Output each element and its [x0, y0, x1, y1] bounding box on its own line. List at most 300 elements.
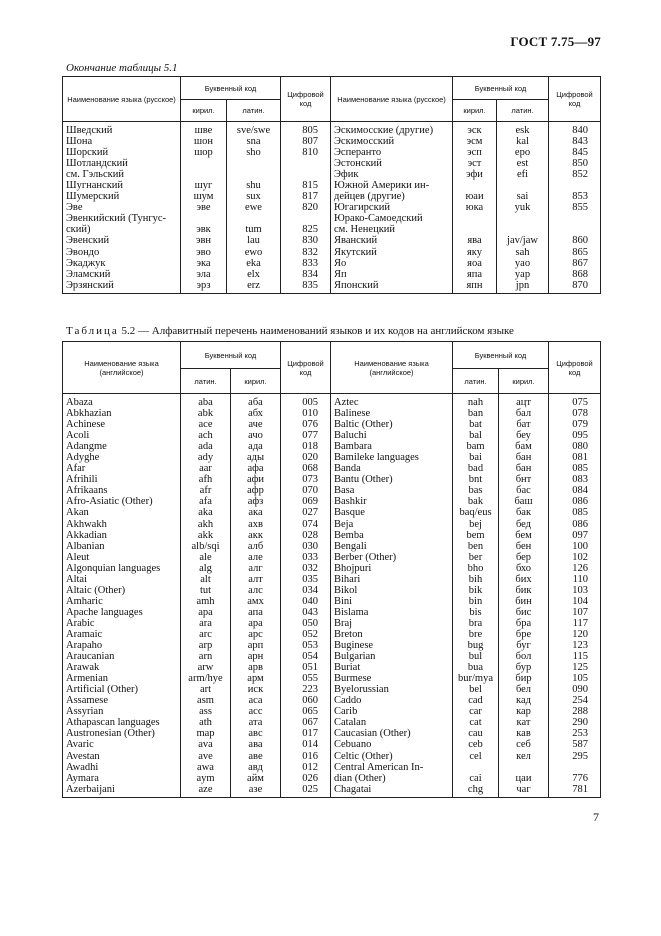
cell-code-b: jav/jaw: [497, 235, 549, 246]
cell-code-b: бак: [499, 507, 549, 518]
cell-name: Athapascan languages: [63, 717, 181, 728]
table-row: [63, 585, 601, 596]
cell-code-b: азе: [231, 784, 281, 798]
cell-name: Шона: [63, 136, 181, 147]
cell-code-b: абх: [231, 408, 281, 419]
cell-code-a: akk: [181, 530, 231, 541]
cell-code-a: alb/sqi: [181, 541, 231, 552]
cell-numeric: 855: [549, 202, 601, 213]
cell-code-a: bam: [453, 441, 499, 452]
cell-code-b: баш: [499, 496, 549, 507]
cell-numeric: 079: [549, 419, 601, 430]
table1-caption: Окончание таблицы 5.1: [66, 62, 178, 74]
cell-numeric: 085: [549, 507, 601, 518]
cell-code-a: bai: [453, 452, 499, 463]
cell-code-b: sux: [227, 191, 281, 202]
cell-numeric: 868: [549, 269, 601, 280]
cell-name: Akhwakh: [63, 519, 181, 530]
cell-numeric: 102: [549, 552, 601, 563]
cell-code-b: кар: [499, 706, 549, 717]
cell-numeric: 288: [549, 706, 601, 717]
col-header-name: Наименование языка (русское): [63, 77, 181, 122]
cell-code-a: ace: [181, 419, 231, 430]
cell-name: Эфик: [331, 169, 453, 180]
cell-name: Шугнанский: [63, 180, 181, 191]
table-row: [63, 651, 601, 662]
cell-name: Baltic (Other): [331, 419, 453, 430]
table-row: [63, 541, 601, 552]
cell-name: Шумерский: [63, 191, 181, 202]
cell-name: Balinese: [331, 408, 453, 419]
cell-name: Aztec: [331, 394, 453, 409]
cell-code-a: ach: [181, 430, 231, 441]
cell-name: Austronesian (Other): [63, 728, 181, 739]
table-row: [63, 269, 601, 280]
cell-name: Banda: [331, 463, 453, 474]
cell-code-b: кад: [499, 695, 549, 706]
page-header: ГОСТ 7.75—97: [510, 34, 601, 49]
col-header-alpha: Буквенный код: [181, 342, 281, 369]
cell-numeric: 060: [281, 695, 331, 706]
cell-code-a: [453, 180, 497, 191]
cell-code-a: akh: [181, 519, 231, 530]
cell-code-a: bis: [453, 607, 499, 618]
table1-body: [63, 122, 601, 294]
cell-code-b: бат: [499, 419, 549, 430]
cell-numeric: 290: [549, 717, 601, 728]
table-row: [63, 474, 601, 485]
table-row: [63, 394, 601, 409]
cell-numeric: 117: [549, 618, 601, 629]
cell-name: Baluchi: [331, 430, 453, 441]
cell-code-a: bak: [453, 496, 499, 507]
cell-code-b: кав: [499, 728, 549, 739]
cell-code-b: erz: [227, 280, 281, 294]
cell-code-a: эве: [181, 202, 227, 213]
cell-code-b: [497, 224, 549, 235]
cell-code-b: арв: [231, 662, 281, 673]
table-row: [63, 136, 601, 147]
cell-code-b: ewe: [227, 202, 281, 213]
cell-name: Эрзянский: [63, 280, 181, 294]
cell-code-b: арп: [231, 640, 281, 651]
cell-numeric: 834: [281, 269, 331, 280]
cell-name: Arabic: [63, 618, 181, 629]
cell-code-a: alg: [181, 563, 231, 574]
cell-code-a: aba: [181, 394, 231, 409]
cell-name: Arapaho: [63, 640, 181, 651]
cell-code-a: юаи: [453, 191, 497, 202]
table-row: [63, 751, 601, 762]
table-row: [63, 596, 601, 607]
cell-numeric: 020: [281, 452, 331, 463]
cell-numeric: 120: [549, 629, 601, 640]
table-row: [63, 507, 601, 518]
cell-numeric: 833: [281, 258, 331, 269]
cell-numeric: 070: [281, 485, 331, 496]
cell-code-a: шве: [181, 122, 227, 137]
cell-name: Caddo: [331, 695, 453, 706]
cell-code-a: art: [181, 684, 231, 695]
cell-name: Catalan: [331, 717, 453, 728]
col-header-name: Наименование языка (русское): [331, 77, 453, 122]
cell-code-a: шум: [181, 191, 227, 202]
cell-name: Шорский: [63, 147, 181, 158]
table-row: [63, 408, 601, 419]
cell-numeric: 781: [549, 784, 601, 798]
cell-code-a: яку: [453, 247, 497, 258]
cell-name: Beja: [331, 519, 453, 530]
cell-name: Японский: [331, 280, 453, 294]
cell-code-a: bad: [453, 463, 499, 474]
cell-code-a: эка: [181, 258, 227, 269]
cell-code-b: jpn: [497, 280, 549, 294]
cell-code-b: бан: [499, 463, 549, 474]
cell-name: Chagatai: [331, 784, 453, 798]
cell-numeric: [549, 762, 601, 773]
cell-numeric: 083: [549, 474, 601, 485]
cell-code-b: shu: [227, 180, 281, 191]
cell-numeric: 040: [281, 596, 331, 607]
cell-numeric: 123: [549, 640, 601, 651]
cell-code-b: [497, 213, 549, 224]
col-header-sub1: кирил.: [181, 100, 227, 122]
col-header-sub1: латин.: [181, 369, 231, 394]
col-header-alpha: Буквенный код: [453, 77, 549, 100]
cell-code-a: ben: [453, 541, 499, 552]
cell-code-b: алт: [231, 574, 281, 585]
cell-name: Afar: [63, 463, 181, 474]
cell-numeric: 103: [549, 585, 601, 596]
cell-numeric: 817: [281, 191, 331, 202]
cell-name: Apache languages: [63, 607, 181, 618]
cell-numeric: 052: [281, 629, 331, 640]
cell-name: Avaric: [63, 739, 181, 750]
cell-numeric: 055: [281, 673, 331, 684]
table-row: [63, 463, 601, 474]
cell-name: Breton: [331, 629, 453, 640]
cell-code-a: bra: [453, 618, 499, 629]
cell-numeric: 027: [281, 507, 331, 518]
cell-code-b: бра: [499, 618, 549, 629]
table2-caption-text: 5.2 — Алфавитный перечень наименований языков и их кодов на английском языке: [121, 325, 514, 337]
cell-code-b: бик: [499, 585, 549, 596]
cell-name: Эвенкийский (Тунгус-: [63, 213, 181, 224]
cell-numeric: 254: [549, 695, 601, 706]
table-row: [63, 485, 601, 496]
cell-name: Cebuano: [331, 739, 453, 750]
col-header-num: Цифровой код: [281, 342, 331, 394]
cell-name: Achinese: [63, 419, 181, 430]
cell-code-a: car: [453, 706, 499, 717]
cell-code-b: elx: [227, 269, 281, 280]
cell-code-a: bas: [453, 485, 499, 496]
cell-code-a: ass: [181, 706, 231, 717]
table-row: [63, 519, 601, 530]
cell-code-b: бнт: [499, 474, 549, 485]
cell-code-a: nah: [453, 394, 499, 409]
cell-code-a: cad: [453, 695, 499, 706]
cell-numeric: [281, 169, 331, 180]
cell-name: Araucanian: [63, 651, 181, 662]
table-row: [63, 706, 601, 717]
cell-code-a: эсп: [453, 147, 497, 158]
table-row: [63, 258, 601, 269]
cell-numeric: 825: [281, 224, 331, 235]
cell-code-b: аве: [231, 751, 281, 762]
cell-code-a: bug: [453, 640, 499, 651]
cell-code-a: шон: [181, 136, 227, 147]
cell-numeric: 078: [549, 408, 601, 419]
cell-code-b: бан: [499, 452, 549, 463]
table-row: [63, 169, 601, 180]
cell-code-a: эвк: [181, 224, 227, 235]
cell-name: Aymara: [63, 773, 181, 784]
cell-code-b: алб: [231, 541, 281, 552]
cell-numeric: 014: [281, 739, 331, 750]
cell-name: Celtic (Other): [331, 751, 453, 762]
cell-numeric: 126: [549, 563, 601, 574]
cell-numeric: 086: [549, 519, 601, 530]
table-row: [63, 695, 601, 706]
cell-code-b: арм: [231, 673, 281, 684]
table2-caption-label: Таблица: [66, 325, 119, 337]
cell-numeric: 050: [281, 618, 331, 629]
table-row: [63, 419, 601, 430]
table-row: [63, 640, 601, 651]
cell-name: Bemba: [331, 530, 453, 541]
cell-code-a: arw: [181, 662, 231, 673]
cell-code-a: bej: [453, 519, 499, 530]
table-row: [63, 717, 601, 728]
cell-numeric: 805: [281, 122, 331, 137]
cell-code-a: эфи: [453, 169, 497, 180]
cell-code-b: yap: [497, 269, 549, 280]
table-row: [63, 574, 601, 585]
cell-code-b: бен: [499, 541, 549, 552]
cell-name: Яп: [331, 269, 453, 280]
page-number: 7: [593, 810, 599, 824]
cell-code-b: kal: [497, 136, 549, 147]
cell-code-a: [181, 213, 227, 224]
cell-code-a: amh: [181, 596, 231, 607]
cell-code-a: эвн: [181, 235, 227, 246]
cell-code-b: кат: [499, 717, 549, 728]
cell-code-b: бре: [499, 629, 549, 640]
cell-name: Bantu (Other): [331, 474, 453, 485]
cell-code-a: [453, 213, 497, 224]
cell-code-b: бир: [499, 673, 549, 684]
table-row: [63, 441, 601, 452]
cell-code-a: bel: [453, 684, 499, 695]
cell-numeric: 097: [549, 530, 601, 541]
cell-code-b: айм: [231, 773, 281, 784]
cell-numeric: [281, 158, 331, 169]
cell-numeric: 010: [281, 408, 331, 419]
cell-numeric: 084: [549, 485, 601, 496]
col-header-num: Цифровой код: [549, 342, 601, 394]
table-row: [63, 430, 601, 441]
cell-name: Шотландский: [63, 158, 181, 169]
table-row: [63, 496, 601, 507]
cell-numeric: 843: [549, 136, 601, 147]
cell-numeric: 865: [549, 247, 601, 258]
cell-code-a: ява: [453, 235, 497, 246]
cell-numeric: 012: [281, 762, 331, 773]
cell-numeric: 104: [549, 596, 601, 607]
cell-code-b: sna: [227, 136, 281, 147]
cell-code-a: эск: [453, 122, 497, 137]
cell-name: Artificial (Other): [63, 684, 181, 695]
cell-name: Amharic: [63, 596, 181, 607]
cell-name: Эстонский: [331, 158, 453, 169]
col-header-sub2: латин.: [497, 100, 549, 122]
cell-numeric: 075: [549, 394, 601, 409]
cell-code-a: bal: [453, 430, 499, 441]
cell-numeric: 807: [281, 136, 331, 147]
cell-name: Afrihili: [63, 474, 181, 485]
cell-code-b: eka: [227, 258, 281, 269]
cell-code-b: алг: [231, 563, 281, 574]
cell-numeric: 028: [281, 530, 331, 541]
cell-code-b: афа: [231, 463, 281, 474]
cell-name: Bulgarian: [331, 651, 453, 662]
cell-code-a: шуг: [181, 180, 227, 191]
cell-code-a: яоа: [453, 258, 497, 269]
cell-name: Юрако-Самоедский: [331, 213, 453, 224]
cell-numeric: 073: [281, 474, 331, 485]
cell-numeric: 080: [549, 441, 601, 452]
cell-code-a: bho: [453, 563, 499, 574]
cell-code-a: abk: [181, 408, 231, 419]
cell-code-a: tut: [181, 585, 231, 596]
cell-numeric: 820: [281, 202, 331, 213]
cell-code-a: bem: [453, 530, 499, 541]
table-row: [63, 122, 601, 137]
cell-numeric: [281, 213, 331, 224]
cell-code-a: bin: [453, 596, 499, 607]
cell-code-b: бис: [499, 607, 549, 618]
cell-code-a: cau: [453, 728, 499, 739]
table-row: [63, 452, 601, 463]
cell-name: Bamileke languages: [331, 452, 453, 463]
cell-code-b: yuk: [497, 202, 549, 213]
cell-name: см. Ненецкий: [331, 224, 453, 235]
cell-code-a: arc: [181, 629, 231, 640]
cell-numeric: 018: [281, 441, 331, 452]
cell-code-b: ачо: [231, 430, 281, 441]
cell-code-b: epo: [497, 147, 549, 158]
cell-name: Acoli: [63, 430, 181, 441]
cell-numeric: 017: [281, 728, 331, 739]
cell-numeric: 051: [281, 662, 331, 673]
cell-code-b: афз: [231, 496, 281, 507]
cell-numeric: 005: [281, 394, 331, 409]
cell-code-b: аса: [231, 695, 281, 706]
cell-numeric: 068: [281, 463, 331, 474]
cell-code-a: bul: [453, 651, 499, 662]
cell-code-b: [227, 213, 281, 224]
cell-code-a: юка: [453, 202, 497, 213]
cell-numeric: 867: [549, 258, 601, 269]
cell-name: Albanian: [63, 541, 181, 552]
cell-numeric: 069: [281, 496, 331, 507]
cell-code-b: асс: [231, 706, 281, 717]
cell-code-b: амх: [231, 596, 281, 607]
col-header-name: Наименование языка (английское): [331, 342, 453, 394]
cell-numeric: 053: [281, 640, 331, 651]
cell-code-b: бол: [499, 651, 549, 662]
cell-name: Яо: [331, 258, 453, 269]
table-row: [63, 739, 601, 750]
cell-code-a: эсм: [453, 136, 497, 147]
cell-name: Эвенский: [63, 235, 181, 246]
cell-name: Экаджук: [63, 258, 181, 269]
cell-numeric: 870: [549, 280, 601, 294]
cell-code-b: авд: [231, 762, 281, 773]
table-row: [63, 563, 601, 574]
cell-code-b: цаи: [499, 773, 549, 784]
cell-numeric: 105: [549, 673, 601, 684]
cell-code-b: апа: [231, 607, 281, 618]
col-header-num: Цифровой код: [281, 77, 331, 122]
col-header-sub2: кирил.: [231, 369, 281, 394]
cell-code-b: бас: [499, 485, 549, 496]
cell-code-a: ale: [181, 552, 231, 563]
cell-name: Эсперанто: [331, 147, 453, 158]
cell-code-a: [453, 224, 497, 235]
cell-code-b: бем: [499, 530, 549, 541]
cell-name: Adyghe: [63, 452, 181, 463]
cell-code-b: ewo: [227, 247, 281, 258]
cell-code-b: tum: [227, 224, 281, 235]
cell-numeric: 587: [549, 739, 601, 750]
cell-code-b: буг: [499, 640, 549, 651]
cell-code-a: arp: [181, 640, 231, 651]
cell-code-b: esk: [497, 122, 549, 137]
cell-code-a: chg: [453, 784, 499, 798]
cell-code-b: бур: [499, 662, 549, 673]
cell-code-a: awa: [181, 762, 231, 773]
cell-numeric: 034: [281, 585, 331, 596]
cell-code-a: asm: [181, 695, 231, 706]
cell-code-b: беу: [499, 430, 549, 441]
cell-code-b: бал: [499, 408, 549, 419]
cell-code-b: sve/swe: [227, 122, 281, 137]
cell-name: Bengali: [331, 541, 453, 552]
cell-code-a: ave: [181, 751, 231, 762]
cell-name: Carib: [331, 706, 453, 717]
col-header-alpha: Буквенный код: [453, 342, 549, 369]
table-5-2: [62, 341, 601, 798]
cell-code-b: бед: [499, 519, 549, 530]
cell-numeric: 100: [549, 541, 601, 552]
cell-numeric: [549, 224, 601, 235]
cell-name: Южной Америки ин-: [331, 180, 453, 191]
cell-name: Altaic (Other): [63, 585, 181, 596]
cell-name: Шведский: [63, 122, 181, 137]
table-row: [63, 191, 601, 202]
cell-name: Bikol: [331, 585, 453, 596]
cell-numeric: 033: [281, 552, 331, 563]
cell-code-b: бер: [499, 552, 549, 563]
cell-code-b: ака: [231, 507, 281, 518]
cell-numeric: 043: [281, 607, 331, 618]
cell-code-b: efi: [497, 169, 549, 180]
col-header-name: Наименование языка (английское): [63, 342, 181, 394]
cell-code-a: [453, 762, 499, 773]
cell-numeric: 253: [549, 728, 601, 739]
